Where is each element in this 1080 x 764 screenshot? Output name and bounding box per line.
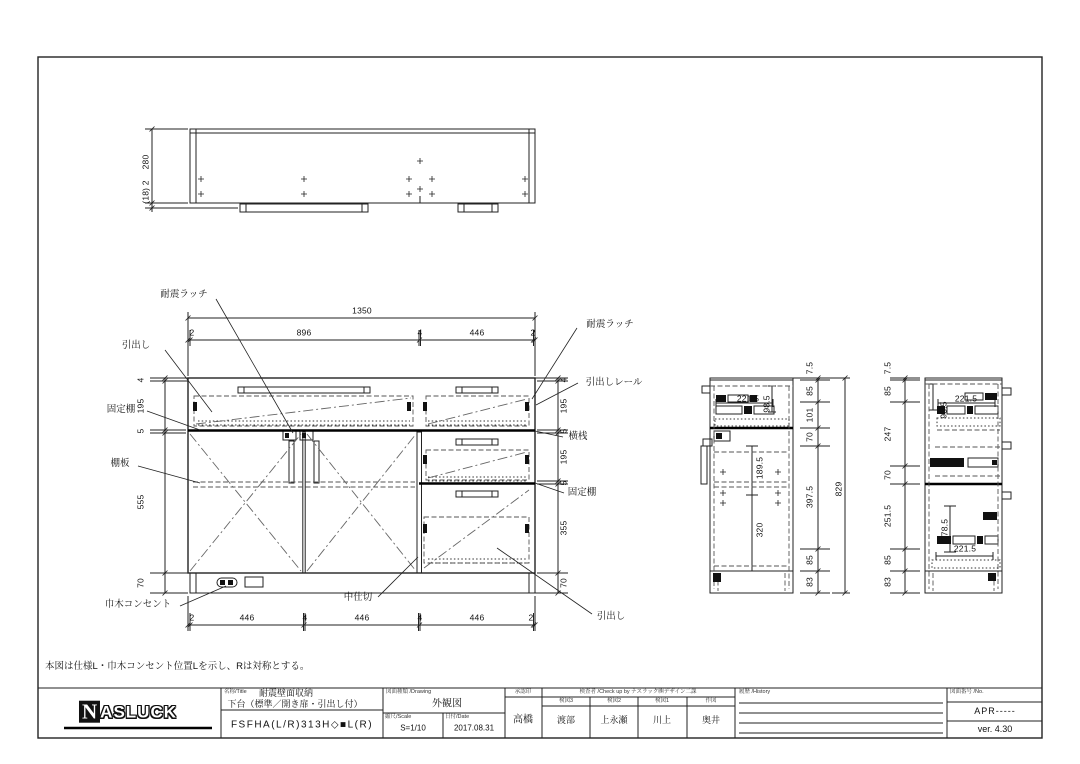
check-col-header: 検図3 [558, 697, 574, 704]
label-center-partition: 中仕切 [343, 591, 373, 603]
front-bottom-dim: 446 [354, 612, 370, 623]
check-header: 検査者 /Check up by ナスラック㈱デザイン二課 [579, 688, 697, 695]
scale-header: 縮尺/Scale [385, 714, 412, 720]
front-left-dim: 4 [135, 377, 146, 383]
side-left-right-dim: 85 [804, 386, 815, 396]
front-right-dim: 70 [558, 578, 569, 588]
side-right-left-dim: 70 [882, 470, 893, 480]
top-view-depth-dim: 280 [140, 154, 151, 170]
title-name-line1: 耐震壁面収納 [258, 688, 314, 699]
side-right-left-dim: 251.5 [882, 504, 893, 528]
side-right-left-dim: 83 [882, 577, 893, 587]
front-right-dim: 195 [558, 398, 569, 414]
history-header: 履歴 /History [739, 689, 771, 695]
front-bottom-dim: 4 [417, 612, 423, 623]
front-right-dim: 5 [558, 428, 569, 434]
checker-name: 奥井 [701, 715, 721, 726]
side-left-inner-dim: 320 [754, 522, 765, 538]
front-top-dim: 2 [530, 327, 536, 338]
front-top-dim: 896 [296, 327, 312, 338]
drawing-version: ver. 4.30 [977, 724, 1013, 735]
front-left-dim: 70 [135, 578, 146, 588]
front-bottom-dim: 446 [239, 612, 255, 623]
checker-name: 渡部 [556, 715, 576, 726]
date-header: 日付/Date [445, 714, 470, 720]
front-right-dim: 4 [558, 377, 569, 383]
nasluck-logo-n-icon: N [79, 701, 100, 723]
label-drawer-rail: 引出しレール [585, 376, 643, 388]
check-col-header: 検図2 [606, 697, 622, 704]
side-right-left-dim: 7.5 [882, 361, 893, 375]
side-left-rail-width-dim: 221.5 [736, 393, 760, 404]
label-shelf-board: 棚板 [110, 457, 130, 469]
approval-header: 承認印 [514, 688, 532, 695]
title-name-header: 名称/Title [224, 689, 247, 695]
front-right-dim: 5 [558, 480, 569, 486]
drawing-type: 外観図 [432, 698, 462, 710]
label-drawer-left: 引出し [121, 339, 151, 351]
side-left-inner-dim: 189.5 [754, 456, 765, 480]
front-total-width-dim: 1350 [352, 305, 372, 316]
check-col-header: 検図1 [654, 697, 670, 704]
label-drawer-bottom-right: 引出し [596, 610, 626, 622]
side-right-rail-height-dim: 98.5 [938, 401, 949, 419]
drawing-number: APR----- [974, 706, 1016, 717]
front-bottom-dim: 4 [302, 612, 308, 623]
side-left-right-dim: 83 [804, 577, 815, 587]
front-bottom-dim: 2 [189, 612, 195, 623]
date-value: 2017.08.31 [453, 723, 495, 733]
label-fixed-shelf-left: 固定棚 [106, 403, 136, 415]
side-right-inner-dim: 178.5 [939, 518, 950, 542]
top-view-back-dim: (18) 2 [140, 180, 151, 204]
side-right-rail-width-bottom-dim: 221.5 [953, 543, 977, 554]
side-left-right-dim: 70 [804, 432, 815, 442]
front-bottom-dim: 2 [528, 612, 534, 623]
label-seismic-latch-right: 耐震ラッチ [586, 318, 634, 330]
side-right-left-dim: 85 [882, 555, 893, 565]
front-left-dim: 5 [135, 428, 146, 434]
front-bottom-dim: 446 [469, 612, 485, 623]
side-right-left-dim: 85 [882, 386, 893, 396]
checker-name: 川上 [652, 715, 672, 726]
checker-name: 上永瀬 [600, 715, 628, 726]
side-left-right-dim: 101 [804, 407, 815, 423]
side-left-right-dim: 397.5 [804, 485, 815, 509]
label-seismic-latch-left: 耐震ラッチ [160, 288, 208, 300]
label-baseboard-outlet: 巾木コンセント [104, 598, 172, 610]
side-left-total-height-dim: 829 [833, 481, 844, 497]
side-left-rail-height-dim: 98.5 [761, 395, 772, 413]
front-right-dim: 195 [558, 449, 569, 465]
front-left-dim: 555 [135, 494, 146, 510]
drawing-note: 本図は仕様L・巾木コンセント位置Lを示し、Rは対称とする。 [45, 661, 310, 672]
nasluck-logo [79, 701, 177, 724]
label-fixed-shelf-right: 固定棚 [567, 486, 597, 498]
scale-value: S=1/10 [400, 723, 426, 733]
front-left-dim: 195 [135, 398, 146, 414]
check-col-header: 作図 [705, 697, 717, 704]
title-name-line2: 下台（標準／開き扉・引出し付） [227, 699, 363, 710]
approver-name: 高橋 [513, 714, 533, 726]
front-top-dim: 2 [189, 327, 195, 338]
side-right-rail-width-top-dim: 221.5 [954, 393, 978, 404]
label-cross-rail: 横桟 [568, 430, 588, 442]
drawing-number-header: 図面番号 /No. [950, 689, 984, 695]
nasluck-logo-text: ASLUCK [100, 702, 178, 722]
front-right-dim: 355 [558, 520, 569, 536]
drawing-type-header: 図面種類 /Drawing [386, 689, 432, 695]
side-right-left-dim: 247 [882, 426, 893, 442]
front-top-dim: 446 [469, 327, 485, 338]
front-top-dim: 4 [417, 327, 423, 338]
side-left-right-dim: 85 [804, 555, 815, 565]
model-code: FSFHA(L/R)313H◇■L(R) [230, 719, 374, 731]
side-left-right-dim: 7.5 [804, 361, 815, 375]
